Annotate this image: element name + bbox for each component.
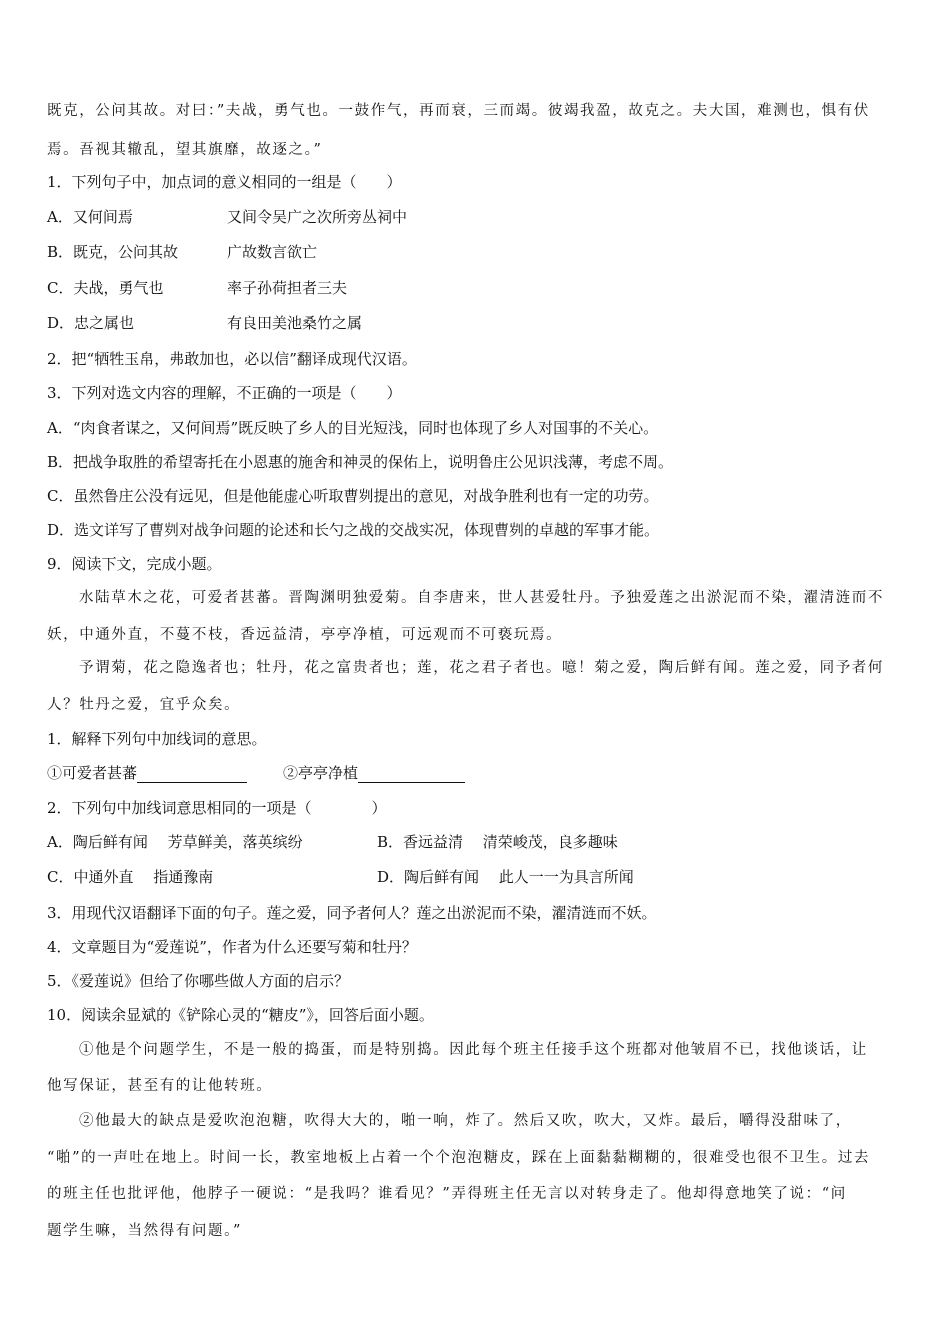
option-label: C．夫战，勇气也: [47, 279, 164, 297]
option-d: D．陶后鲜有闻 此人一一为具言所闻: [377, 868, 634, 886]
fill-blank-row: [47, 763, 465, 783]
question-stem: 5．《爱莲说》但给了你哪些做人方面的启示？: [47, 972, 350, 990]
option-label: D．忠之属也: [47, 314, 135, 332]
passage-line: 他写保证，甚至有的让他转班。: [47, 1078, 273, 1094]
option-row: [47, 242, 318, 262]
passage-line: 妖，中通外直，不蔓不枝，香远益清，亭亭净植，可远观而不可亵玩焉。: [47, 627, 563, 643]
question-heading: 9．阅读下文，完成小题。: [47, 555, 222, 573]
passage-line: 水陆草木之花，可爱者甚蕃。晋陶渊明独爱菊。自李唐来，世人甚爱牡丹。予独爱莲之出淤泥而不染，濯清涟而不: [79, 590, 884, 606]
passage-a-line: 既克，公问其故。对曰：”夫战，勇气也。一鼓作气，再而衰，三而竭。彼竭我盈，故克之。夫大国，难测也，惧有伏: [47, 103, 870, 119]
question-stem: 1．下列句子中，加点词的意义相同的一组是（ ）: [47, 173, 402, 191]
option-row: [47, 207, 408, 227]
option-pair: 广故数言欲亡: [227, 243, 318, 261]
passage-line: 题学生嘛，当然得有问题。”: [47, 1223, 242, 1239]
option-pair: 率子孙荷担者三夫: [227, 279, 348, 297]
question-stem: 2．把“牺牲玉帛，弗敢加也，必以信”翻译成现代汉语。: [47, 350, 417, 368]
question-stem: 2．下列句中加线词意思相同的一项是（ ）: [47, 799, 387, 817]
option-b: B．香远益清 清荣峻茂，良多趣味: [377, 833, 618, 851]
answer-blank[interactable]: [137, 766, 247, 783]
question-stem: 3．用现代汉语翻译下面的句子。莲之爱，同予者何人？莲之出淤泥而不染，濯清涟而不妖。: [47, 904, 657, 922]
option-row: C．虽然鲁庄公没有远见，但是他能虚心听取曹刿提出的意见，对战争胜利也有一定的功劳。: [47, 487, 659, 505]
option-row: D．选文详写了曹刿对战争问题的论述和长勺之战的交战实况，体现曹刿的卓越的军事才能。: [47, 521, 660, 539]
question-heading: 10．阅读余显斌的《铲除心灵的“糖皮”》，回答后面小题。: [47, 1006, 434, 1024]
option-label: A．又何间焉: [47, 208, 133, 226]
question-stem: 3．下列对选文内容的理解，不正确的一项是（ ）: [47, 384, 402, 402]
option-pair: 又间令吴广之次所旁丛祠中: [227, 208, 408, 226]
option-pair: 有良田美池桑竹之属: [227, 314, 363, 332]
option-row: [47, 832, 618, 852]
passage-line: “啪”的一声吐在地上。时间一长，教室地板上占着一个个泡泡糖皮，踩在上面黏黏糊糊的，很难受也很不卫生。过去: [47, 1150, 871, 1166]
option-a: A．陶后鲜有闻 芳草鲜美，落英缤纷: [47, 833, 303, 851]
passage-line: 人？牡丹之爱，宜乎众矣。: [47, 697, 241, 713]
passage-line: ②他最大的缺点是爱吹泡泡糖，吹得大大的，啪一响，炸了。然后又吹，吹大，又炸。最后，嚼得没甜味了，: [79, 1113, 852, 1129]
question-stem: 1．解释下列句中加线词的意思。: [47, 730, 267, 748]
option-row: [47, 867, 634, 887]
passage-a-line: 焉。吾视其辙乱，望其旗靡，故逐之。”: [47, 142, 323, 158]
option-label: B．既克，公问其故: [47, 243, 179, 261]
option-c: C．中通外直 指通豫南: [47, 868, 214, 886]
answer-blank[interactable]: [358, 766, 465, 783]
option-row: [47, 313, 363, 333]
option-row: B．把战争取胜的希望寄托在小恩惠的施舍和神灵的保佑上，说明鲁庄公见识浅薄，考虑不周。: [47, 453, 674, 471]
option-row: [47, 278, 348, 298]
fill-item: ②亭亭净植: [283, 764, 359, 782]
passage-line: 予谓菊，花之隐逸者也；牡丹，花之富贵者也；莲，花之君子者也。噫！菊之爱，陶后鲜有闻。莲之爱，同予者何: [79, 660, 884, 676]
question-stem: 4．文章题目为“爱莲说”，作者为什么还要写菊和牡丹？: [47, 938, 417, 956]
fill-item: ①可爱者甚蕃: [47, 764, 138, 782]
passage-line: ①他是个问题学生，不是一般的捣蛋，而是特别捣。因此每个班主任接手这个班都对他皱眉不已，找他谈话，让: [79, 1042, 868, 1058]
passage-line: 的班主任也批评他，他脖子一硬说：“是我吗？谁看见？”弄得班主任无言以对转身走了。他却得意地笑了说：“问: [47, 1186, 847, 1202]
option-row: A．“肉食者谋之，又何间焉”既反映了乡人的目光短浅，同时也体现了乡人对国事的不关心。: [47, 419, 659, 437]
